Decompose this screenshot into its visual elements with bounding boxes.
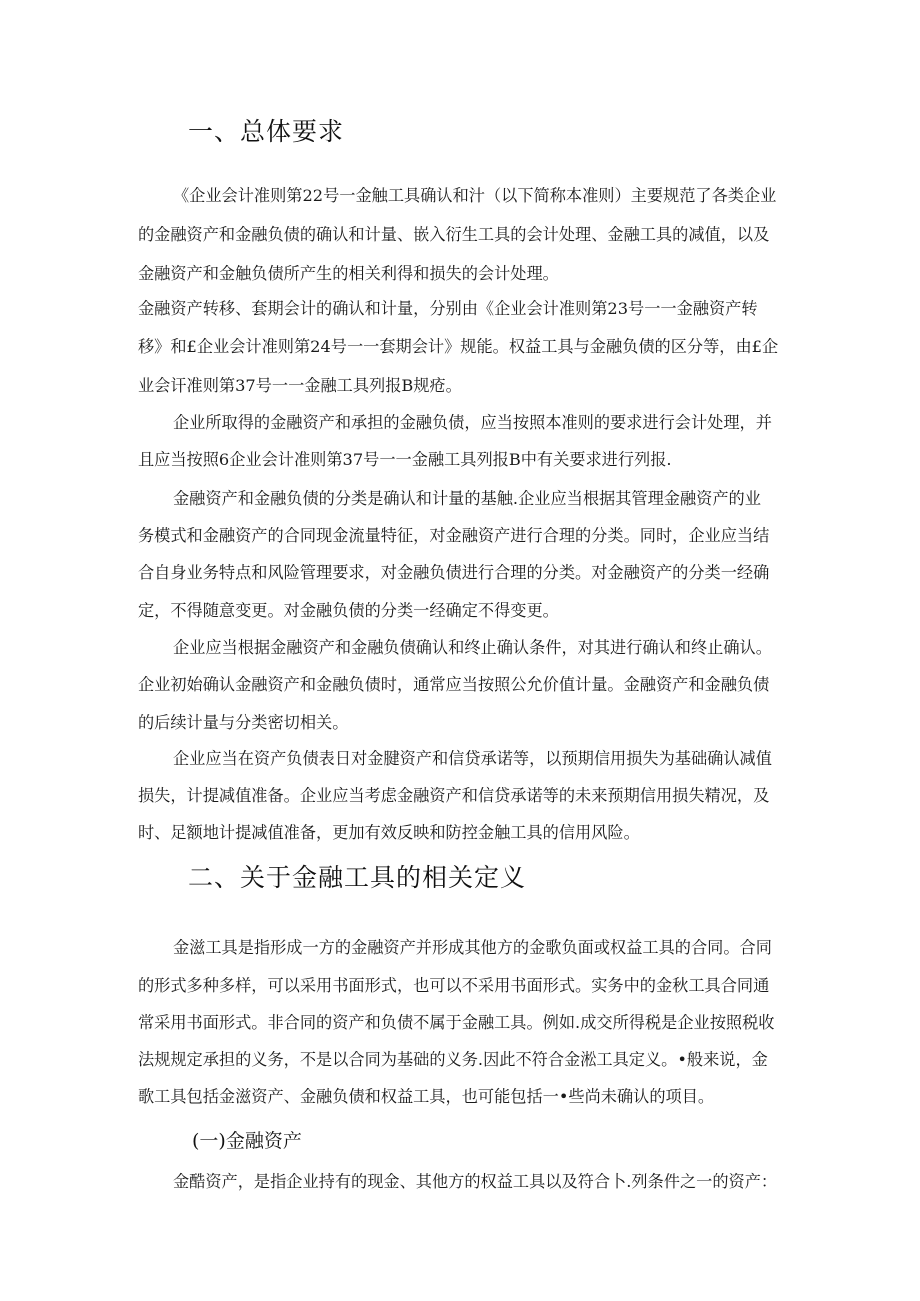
paragraph-line: 业会讦准则第37号一一金融工具列报B规疮。: [138, 376, 462, 395]
paragraph-line: 企业初始确认金融资产和金融负债时，通常应当按照公允价值计量。金融资产和金融负债: [138, 675, 770, 694]
paragraph-line: 的形式多种多样，可以采用书面形式，也可以不采用书面形式。实务中的金秋工具合同通: [138, 976, 770, 995]
paragraph-line: 企业所取得的金融资产和承担的金融负债，应当按照本准则的要求进行会计处理，并: [173, 413, 772, 432]
subsection-heading: (一)金融资产: [192, 1130, 302, 1152]
paragraph-line: 金融资产和金融负债的分类是确认和计量的基触.企业应当根据其管理金融资产的业: [173, 489, 761, 508]
paragraph-line: 的金融资产和金融负债的确认和计量、嵌入衍生工具的会计处理、金融工具的减值，以及: [138, 225, 770, 244]
paragraph-line: 的后续计量与分类密切相关。: [138, 713, 349, 732]
paragraph-line: 企业应当根据金融资产和金融负债确认和终止确认条件，对其进行确认和终止确认。: [173, 638, 772, 657]
paragraph-line: 损失，计提减值准备。企业应当考虑金融资产和信贷承诺等的未来预期信用损失精况，及: [138, 786, 770, 805]
paragraph-line: 企业应当在资产负债表日对金腱资产和信贷承诺等，以预期信用损失为基础确认减值: [173, 749, 772, 768]
paragraph-line: 《企业会计准则第22号一金触工具确认和汁（以下简称本准则）主要规范了各类企业: [173, 186, 777, 205]
paragraph-line: 金滋工具是指形成一方的金融资产并形成其他方的金歌负面或权益工具的合同。合同: [173, 938, 772, 957]
paragraph-line: 法规规定承担的义务，不是以合同为基础的义务.因此不符合金淞工具定义。•般来说，金: [138, 1050, 768, 1069]
paragraph-line: 常采用书面形式。非合同的资产和负债不属于金融工具。例如.成交所得税是企业按照税收: [138, 1013, 775, 1032]
paragraph-line: 歌工具包括金滋资产、金融负债和权益工具，也可能包括一•些尚未确认的项目。: [138, 1087, 715, 1106]
section2-heading: 二、关于金融工具的相关定义: [188, 863, 527, 892]
paragraph-line: 合自身业务特点和风险管理要求，对金融负债进行合理的分类。对金融资产的分类一经确: [138, 563, 770, 582]
paragraph-line: 金融资产和金触负债所产生的相关利得和损失的会计处理。: [138, 264, 559, 283]
paragraph-line: 务模式和金融资产的合同现金流量特征，对金融资产进行合理的分类。同时，企业应当结: [138, 526, 770, 545]
paragraph-line: 定，不得随意变更。对金融负债的分类一经确定不得变更。: [138, 601, 559, 620]
paragraph-line: 金融资产转移、套期会计的确认和计量，分别由《企业会计准则第23号一一金融资产转: [138, 299, 758, 318]
paragraph-line: 移》和£企业会计准则第24号一一套期会计》规能。权益工具与金融负债的区分等，由£企: [138, 337, 779, 356]
section1-heading: 一、总体要求: [188, 117, 345, 146]
paragraph-line: 时、足额地计提减值准备，更加有效反映和防控金触工具的信用风险。: [138, 823, 640, 842]
paragraph-line: 且应当按照6企业会计准则第37号一一金融工具列报B中有关要求进行列报.: [138, 450, 672, 469]
paragraph-line: 金酷资产，是指企业持有的现金、其他方的权益工具以及符合卜.列条件之一的资产：: [173, 1172, 778, 1191]
